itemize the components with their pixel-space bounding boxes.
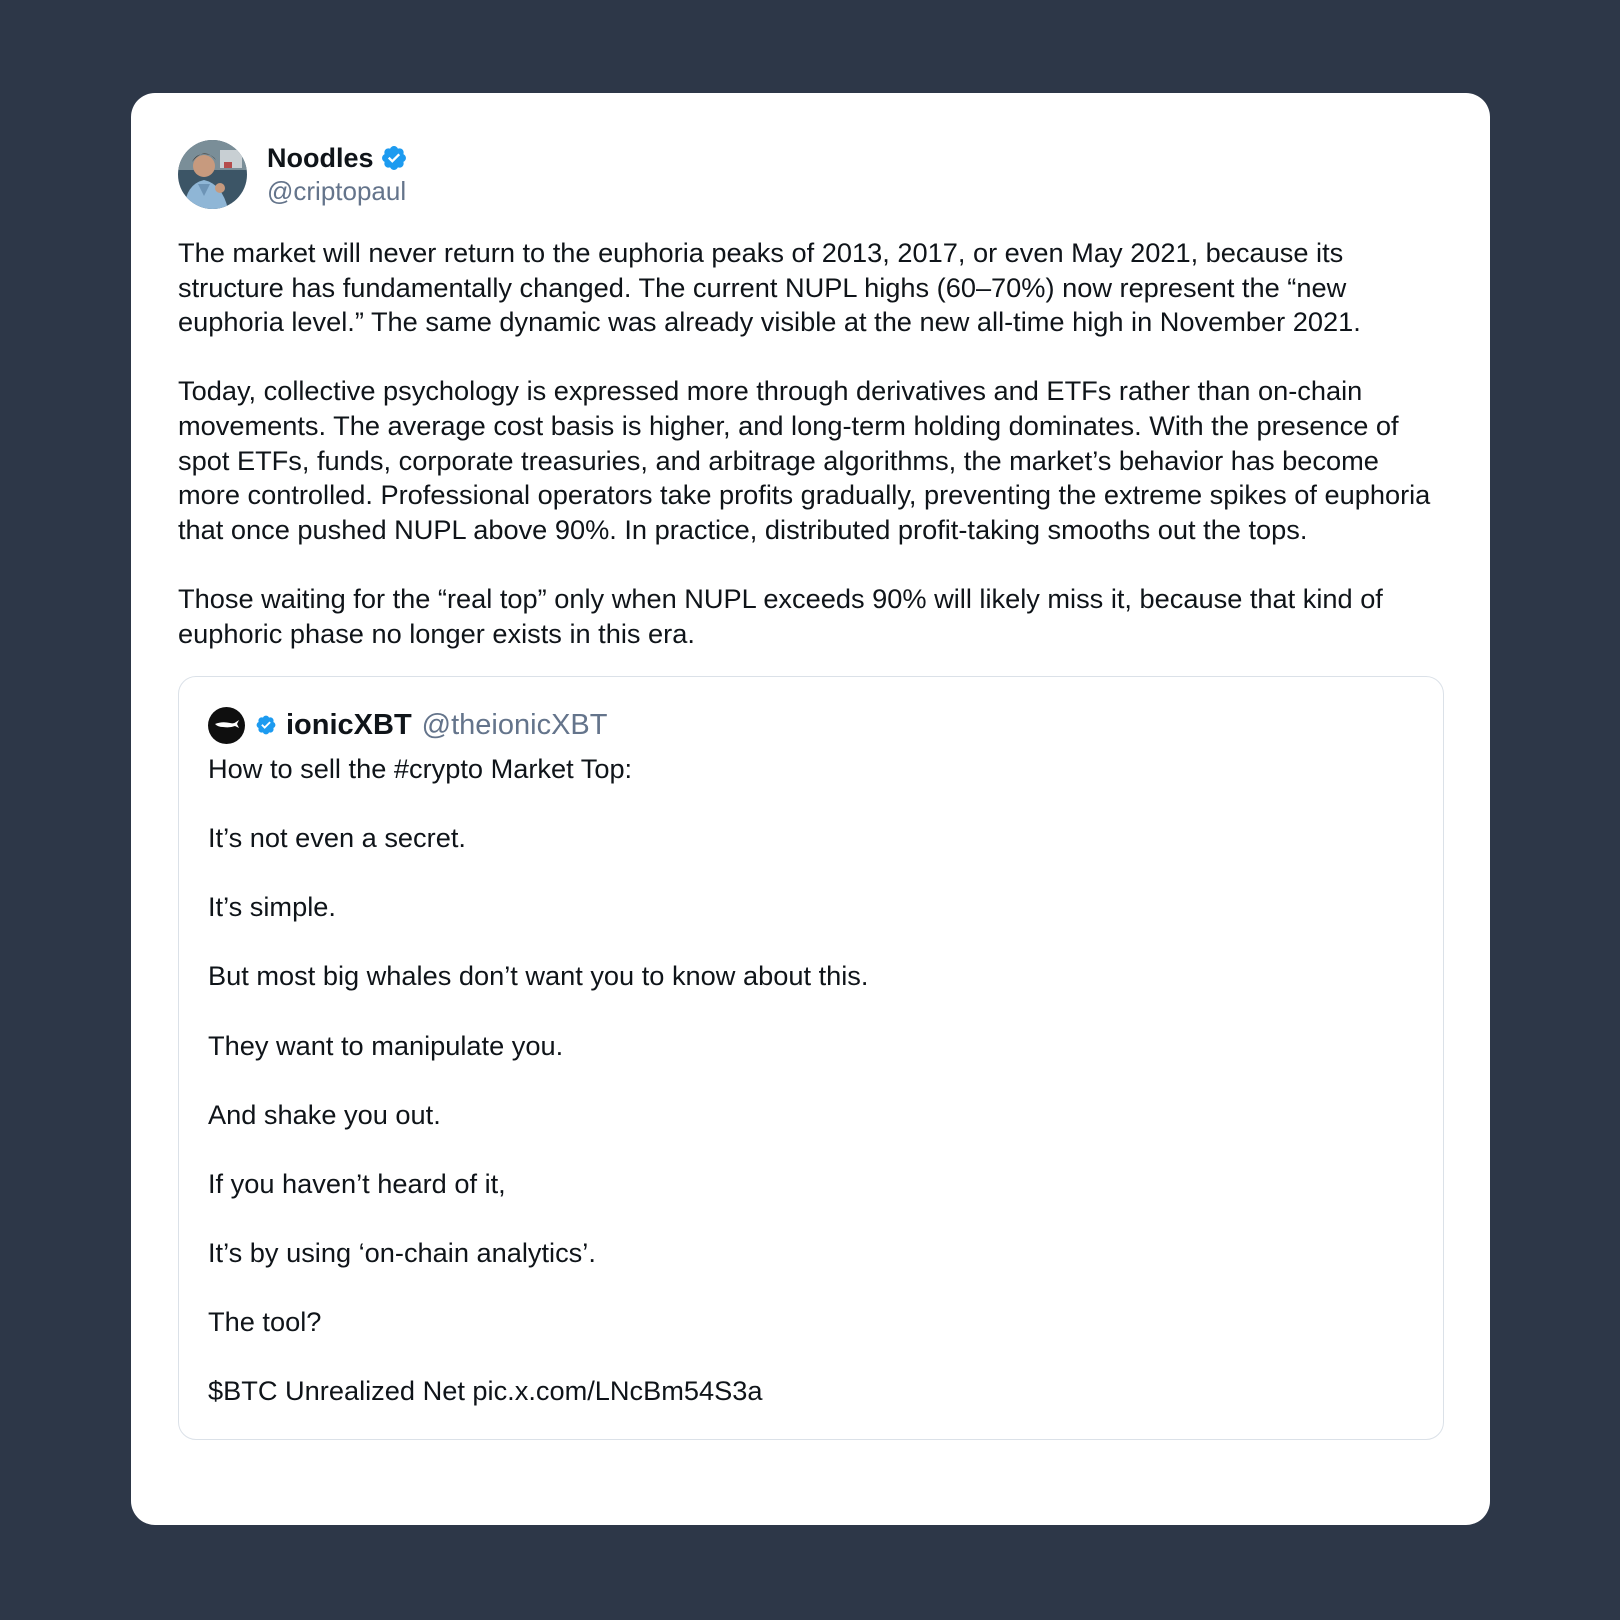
whale-logo-icon xyxy=(214,718,240,732)
quoted-line: It’s by using ‘on-chain analytics’. xyxy=(208,1236,596,1268)
quoted-post[interactable] xyxy=(178,676,1444,1440)
post-paragraph: Those waiting for the “real top” only when NUPL exceeds 90% will likely miss it, because that kind of euphoric phase no longer exists in this era. xyxy=(178,582,1383,649)
post-author xyxy=(178,139,1444,209)
quoted-line: The tool? xyxy=(208,1305,322,1337)
quoted-post-author xyxy=(208,705,1415,745)
quoted-line: $BTC Unrealized Net pic.x.com/LNcBm54S3a xyxy=(208,1374,763,1406)
post-paragraph: The market will never return to the euphoria peaks of 2013, 2017, or even May 2021, because its structure has fundamentally changed. The current NUPL highs (60–70%) now represent the “new euphoria level.” The same dynamic was already visible at the new all-time high in November 2021. xyxy=(178,237,1361,338)
author-handle[interactable]: @criptopaul xyxy=(267,176,407,206)
post-body xyxy=(178,236,1444,651)
quoted-line: They want to manipulate you. xyxy=(208,1029,564,1061)
quoted-line: But most big whales don’t want you to know about this. xyxy=(208,960,869,992)
verified-badge-icon xyxy=(255,714,277,736)
quoted-author-avatar[interactable] xyxy=(208,707,245,744)
quoted-line: And shake you out. xyxy=(208,1098,441,1130)
quoted-line: It’s simple. xyxy=(208,891,336,923)
quoted-author-handle[interactable]: @theionicXBT xyxy=(421,708,608,741)
quoted-author-name[interactable]: ionicXBT xyxy=(286,708,412,741)
verified-badge-icon xyxy=(380,144,408,172)
quoted-post-body xyxy=(208,752,1415,1408)
tweet-card xyxy=(131,93,1490,1525)
post-paragraph: Today, collective psychology is expressed more through derivatives and ETFs rather than on-chain movements. The average cost basis is higher, and long-term holding dominates. With the presence of spot ETFs, funds, corporate treasuries, and arbitrage algorithms, the market’s behavior has become more controlled. Professional operators take profits gradually, preventing the extreme spikes of euphoria that once pushed NUPL above 90%. In practice, distributed profit-taking smooths out the tops. xyxy=(178,375,1431,545)
avatar-photo xyxy=(178,140,247,209)
author-avatar[interactable] xyxy=(178,140,247,209)
author-name[interactable]: Noodles xyxy=(267,142,374,173)
quoted-line: How to sell the #crypto Market Top: xyxy=(208,753,633,785)
quoted-line: If you haven’t heard of it, xyxy=(208,1167,506,1199)
quoted-line: It’s not even a secret. xyxy=(208,822,466,854)
